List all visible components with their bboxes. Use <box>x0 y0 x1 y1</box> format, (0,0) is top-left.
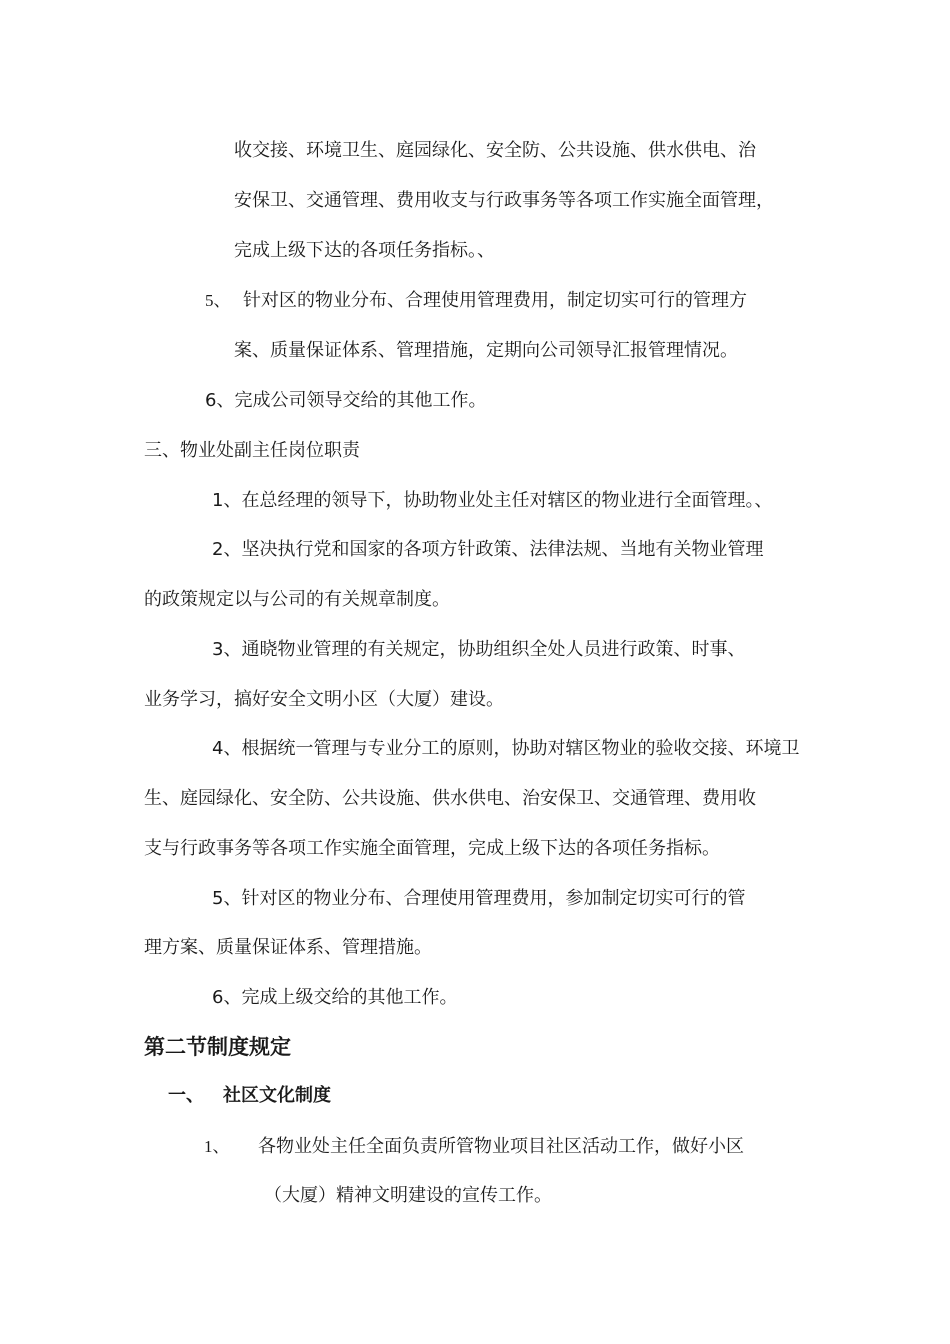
paragraph-line: 3、通晓物业管理的有关规定，协助组织全处人员进行政策、时事、 <box>212 639 746 660</box>
paragraph-line: 5、针对区的物业分布、合理使用管理费用，参加制定切实可行的管 <box>212 888 746 909</box>
paragraph-line: 支与行政事务等各项工作实施全面管理，完成上级下达的各项任务指标。 <box>144 838 720 859</box>
paragraph-line: 收交接、环境卫生、庭园绿化、安全防、公共设施、供水供电、治 <box>234 140 756 161</box>
paragraph-line: 业务学习，搞好安全文明小区（大厦）建设。 <box>144 689 504 710</box>
paragraph-line: 理方案、质量保证体系、管理措施。 <box>144 937 432 958</box>
paragraph-line: 6、完成上级交给的其他工作。 <box>212 987 458 1008</box>
paragraph-line: 案、质量保证体系、管理措施，定期向公司领导汇报管理情况。 <box>234 340 738 361</box>
chapter-heading: 第二节制度规定 <box>144 1035 291 1059</box>
list-number: 1、 <box>204 1137 230 1156</box>
paragraph-line: 各物业处主任全面负责所管物业项目社区活动工作，做好小区 <box>258 1136 744 1157</box>
subsection-number: 一、 <box>168 1085 204 1106</box>
paragraph-line: （大厦）精神文明建设的宣传工作。 <box>264 1185 552 1206</box>
paragraph-line: 6、完成公司领导交给的其他工作。 <box>205 390 487 411</box>
paragraph-line: 1、在总经理的领导下，协助物业处主任对辖区的物业进行全面管理。、 <box>212 490 773 511</box>
subsection-heading: 社区文化制度 <box>223 1085 331 1106</box>
paragraph-line: 2、坚决执行党和国家的各项方针政策、法律法规、当地有关物业管理 <box>212 539 764 560</box>
paragraph-line: 的政策规定以与公司的有关规章制度。 <box>144 589 450 610</box>
paragraph-line: 完成上级下达的各项任务指标。、 <box>234 240 495 261</box>
section-heading: 三、物业处副主任岗位职责 <box>144 440 360 461</box>
paragraph-line: 4、根据统一管理与专业分工的原则，协助对辖区物业的验收交接、环境卫 <box>212 738 800 759</box>
paragraph-line: 针对区的物业分布、合理使用管理费用，制定切实可行的管理方 <box>243 290 747 311</box>
list-number: 5、 <box>205 291 231 310</box>
paragraph-line: 生、庭园绿化、安全防、公共设施、供水供电、治安保卫、交通管理、费用收 <box>144 788 756 809</box>
paragraph-line: 安保卫、交通管理、费用收支与行政事务等各项工作实施全面管理， <box>234 190 774 211</box>
